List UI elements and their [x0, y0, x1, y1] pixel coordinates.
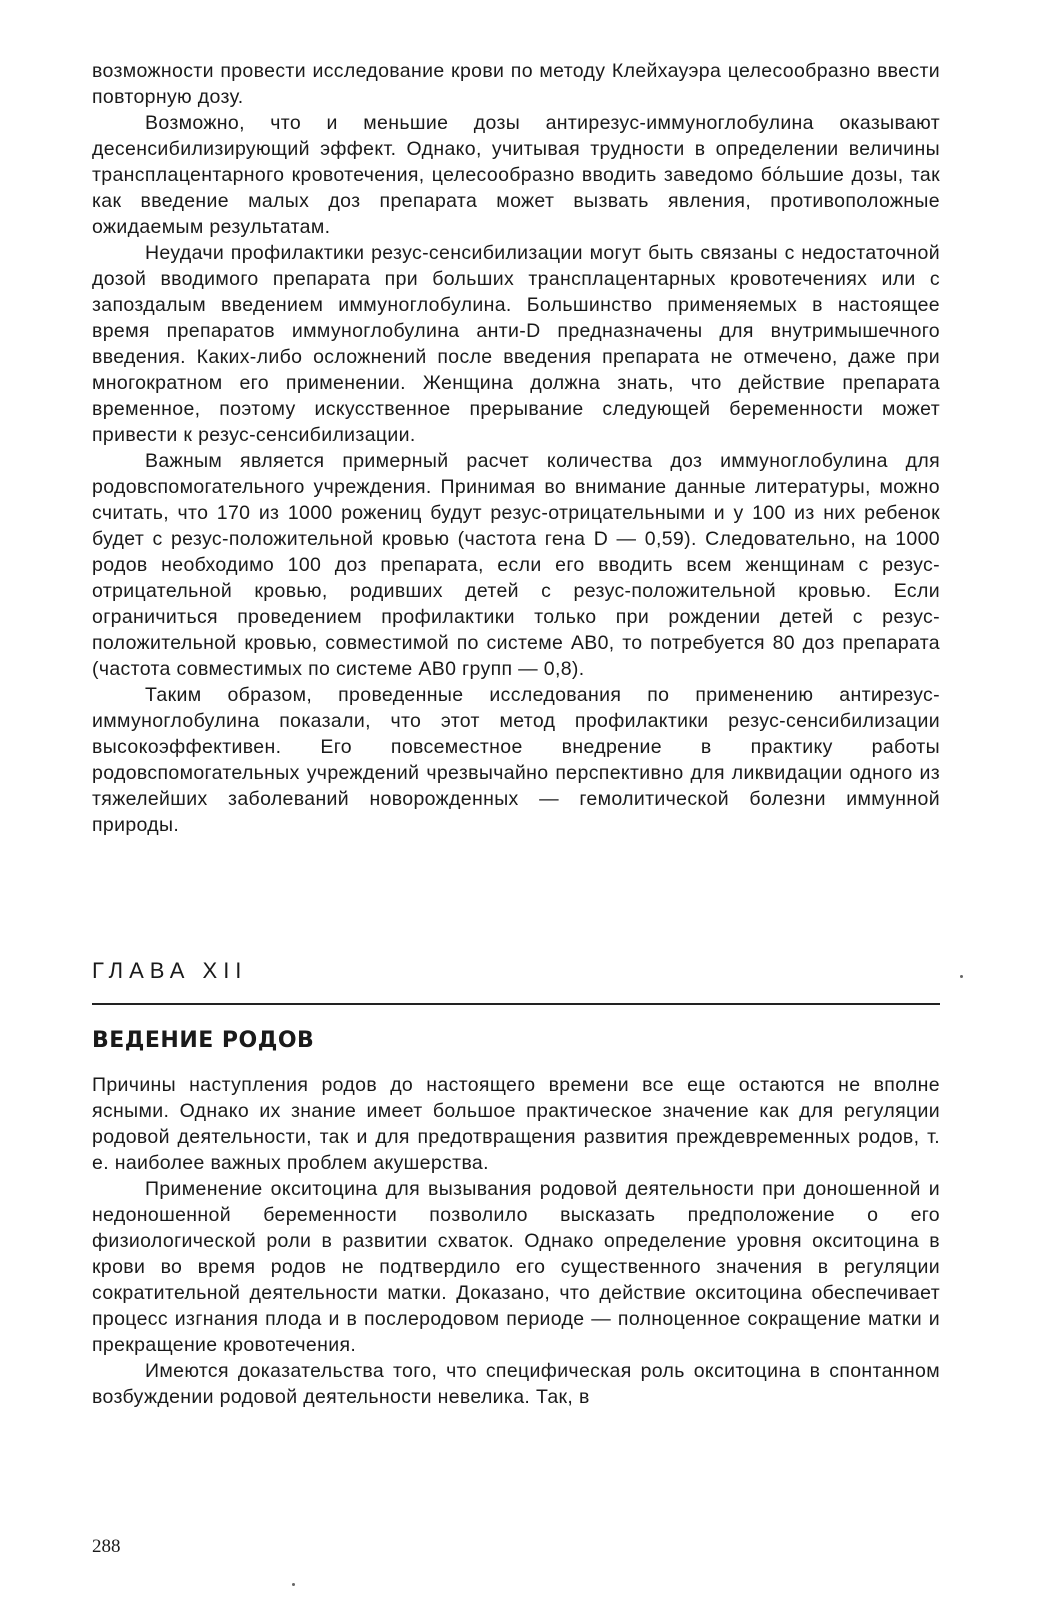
page-number: 288 [92, 1536, 121, 1557]
paragraph-oxytocin-use: Применение окситоцина для вызывания родовой деятельности при доношенной и недоношенной беременности позволило высказать предположение о его физиологической роли в развитии схваток. Однако определение уровня окситоцина в крови во время родов не подтвердило его существенного значения в регуляции сократительной деятельности матки. Доказано, что действие окситоцина обеспечивает процесс изгнания плода и в послеродовом периоде — полноценное сокращение матки и прекращение кровотечения. [92, 1178, 940, 1356]
paragraph-prophylaxis-failures: Неудачи профилактики резус-сенсибилизации могут быть связаны с недостаточной дозой вводимого препарата при больших трансплацентарных кровотечениях или с запоздалым введением иммуноглобулина. Большинство применяемых в настоящее время препаратов иммуноглобулина анти-D предназначены для внутримышечного введения. Каких-либо осложнений после введения препарата не отмечено, даже при многократном его применении. Женщина должна знать, что действие препарата временное, поэтому искусственное прерывание следующей беременности может привести к резус-сенсибилизации. [92, 242, 940, 446]
chapter-divider [92, 1003, 940, 1005]
scan-speck [292, 1583, 295, 1586]
paragraph-desensitizing-dose: Возможно, что и меньшие дозы антирезус-иммуноглобулина оказывают десенсибилизирующий эффект. Однако, учитывая трудности в определении величины трансплацентарного кровотечения, целесообразно вводить заведомо бо́льшие дозы, так как введение малых доз препарата может вызвать явления, противоположные ожидаемым результатам. [92, 112, 940, 238]
paragraph-dose-calculation: Важным является примерный расчет количества доз иммуноглобулина для родовспомогательного учреждения. Принимая во внимание данные литературы, можно считать, что 170 из 1000 рожениц будут резус-отрицательными и у 100 из них ребенок будет с резус-положительной кровью (частота гена D — 0,59). Следовательно, на 1000 родов необходимо 100 доз препарата, если его вводить всем женщинам с резус-отрицательной кровью, родивших детей с резус-положительной кровью. Если ограничиться проведением профилактики только при рождении детей с резус-положительной кровью, совместимой по системе АВ0, то потребуется 80 доз препарата (частота совместимых по системе АВ0 групп — 0,8). [92, 450, 940, 680]
chapter-label: ГЛАВА XII [92, 958, 248, 983]
paragraph-conclusion: Таким образом, проведенные исследования по применению антирезус-иммуноглобулина показали, что этот метод профилактики резус-сенсибилизации высокоэффективен. Его повсеместное внедрение в практику работы родовспомогательных учреждений чрезвычайно перспективно для ликвидации одного из тяжелейших заболеваний новорожденных — гемолитической болезни иммунной природы. [92, 684, 940, 836]
chapter-text-block [92, 1072, 940, 1410]
paragraph-labor-causes: Причины наступления родов до настоящего времени все еще остаются не вполне ясными. Однако их знание имеет большое практическое значение как для регуляции родовой деятельности, так и для предотвращения развития преждевременных родов, т. е. наиболее важных проблем акушерства. [92, 1074, 940, 1174]
chapter-title: ВЕДЕНИЕ РОДОВ [92, 1028, 315, 1053]
paragraph-continuation: возможности провести исследование крови по методу Клейхауэра целесообразно ввести повторную дозу. [92, 60, 940, 108]
paragraph-oxytocin-role: Имеются доказательства того, что специфическая роль окситоцина в спонтанном возбуждении родовой деятельности невелика. Так, в [92, 1360, 940, 1408]
continued-text-block [92, 58, 940, 838]
scan-speck [960, 975, 963, 978]
